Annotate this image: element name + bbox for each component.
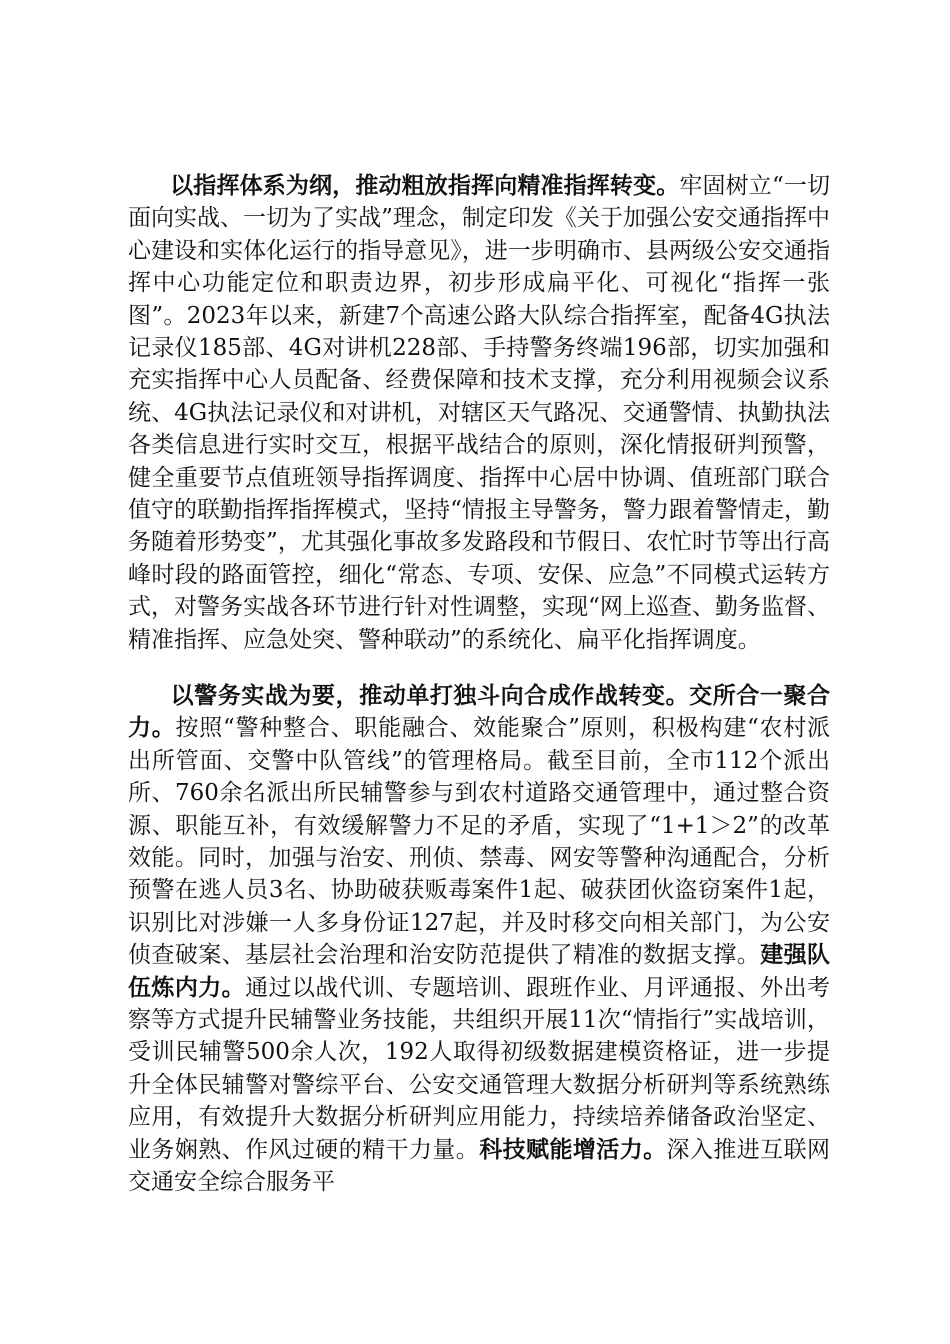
paragraph-heading: 以警务实战为要，推动单打独斗向合成作战转变。 (170, 682, 690, 709)
paragraph-body: 牢固树立“一切面向实战、一切为了实战”理念，制定印发《关于加强公安交通指挥中心建设和实体化运行的指导意见》，进一步明确市、县两级公安交通指挥中心功能定位和职责边界，初步形成扁平化、可视化“指挥一张图”。2023年以来，新建7个高速公路大队综合指挥室，配备4G执法记录仪185部、4G对讲机228部、手持警务终端196部，切实加强和充实指挥中心人员配备、经费保障和技术支撑，充分利用视频会议系统、4G执法记录仪和对讲机，对辖区天气路况、交通警情、执勤执法各类信息进行实时交互，根据平战结合的原则，深化情报研判预警，健全重要节点值班领导指挥调度、指挥中心居中协调、值班部门联合值守的联勤指挥指挥模式，坚持“情报主导警务，警力跟着警情走，勤务随着形势变”，尤其强化事故多发路段和节假日、农忙时节等出行高峰时段的路面管控，细化“常态、专项、安保、应急”不同模式运转方式，对警务实战各环节进行针对性调整，实现“网上巡查、勤务监督、精准指挥、应急处突、警种联动”的系统化、扁平化指挥调度。 (128, 173, 830, 653)
subsection-title-team-building: 建强队伍炼内力。 (128, 941, 831, 1001)
subsection-body-joint-force: 按照“警种整合、职能融合、效能聚合”原则，积极构建“农村派出所管面、交警中队管线”的管理格局。截至目前，全市112个派出所、760余名派出所民辅警参与到农村道路交通管理中，通过整合资源、职能互补，有效缓解警力不足的矛盾，实现了“1+1＞2”的改革效能。同时，加强与治安、刑侦、禁毒、网安等警种沟通配合，分析预警在逃人员3名、协助破获贩毒案件1起、破获团伙盗窃案件1起，识别比对涉嫌一人多身份证127起，并及时移交向相关部门，为公安侦查破案、基层社会治理和治安防范提供了精准的数据支撑。 (128, 715, 830, 969)
paragraph-command-system (128, 170, 830, 656)
subsection-title-tech-empowerment: 科技赋能增活力。 (479, 1135, 667, 1163)
paragraph-heading: 以指挥体系为纲，推动粗放指挥向精准指挥转变。 (170, 172, 680, 199)
paragraph-combat-operations (128, 680, 830, 1199)
subsection-title-joint-force: 交所合一聚合力。 (128, 682, 831, 742)
subsection-body-tech-empowerment: 深入推进互联网交通安全综合服务平 (128, 1136, 831, 1196)
subsection-body-team-building: 通过以战代训、专题培训、跟班作业、月评通报、外出考察等方式提升民辅警业务技能，共组织开展11次“情指行”实战培训，受训民辅警500余人次，192人取得初级数据建模资格证，进一步提升全体民辅警对警综平台、公安交通管理大数据分析研判等系统熟练应用，有效提升大数据分析研判应用能力，持续培养储备政治坚定、业务娴熟、作风过硬的精干力量。 (128, 974, 831, 1163)
